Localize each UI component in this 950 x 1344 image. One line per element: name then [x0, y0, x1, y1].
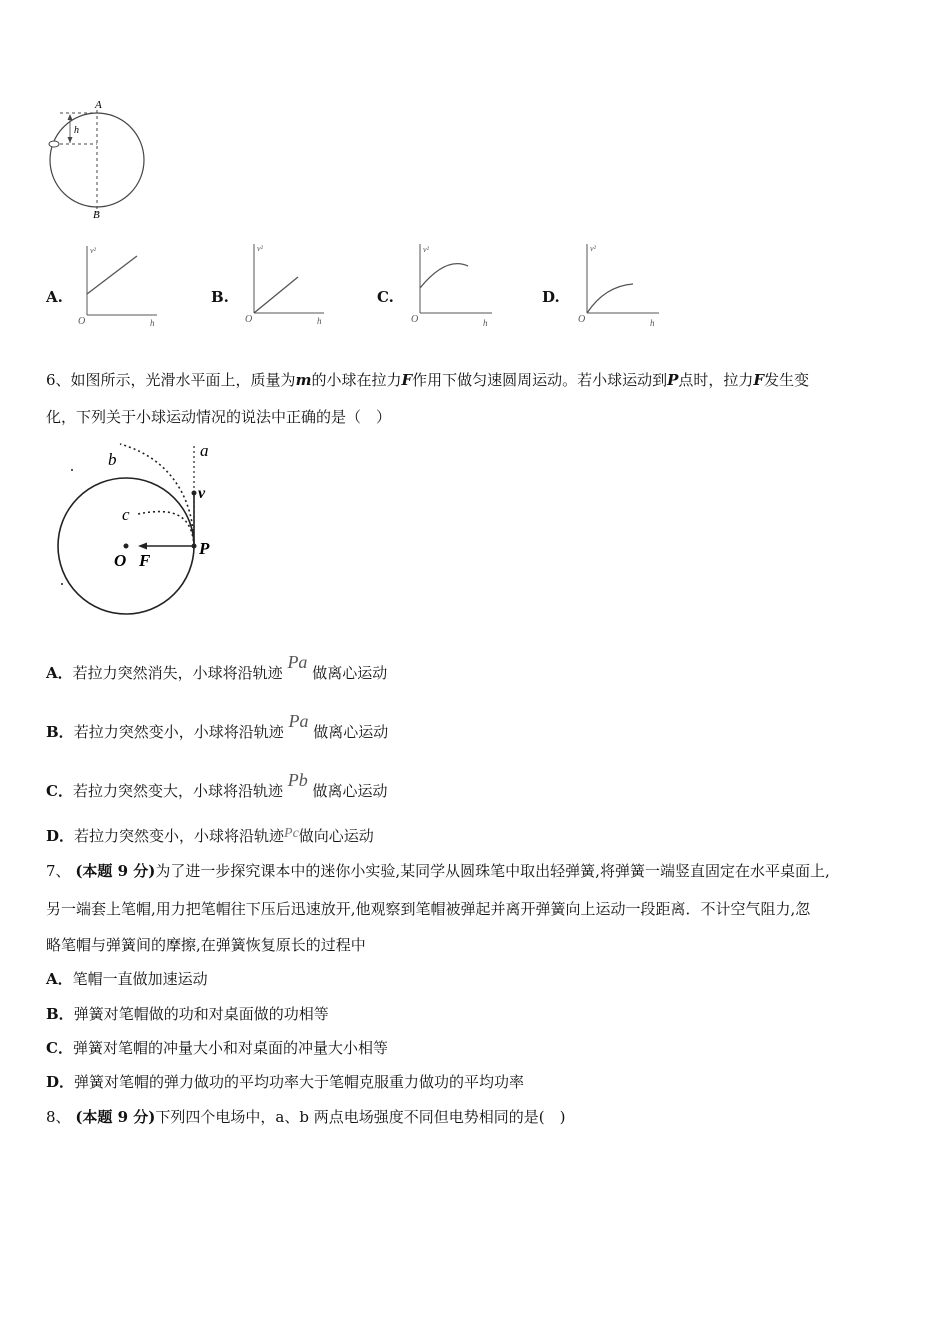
graph-d-y-label: v² — [590, 244, 596, 253]
fig6-label-o: O — [114, 551, 127, 570]
graph-d-x-label: h — [650, 318, 655, 328]
graph-c — [408, 240, 498, 330]
q6-stem-line2: 化，下列关于小球运动情况的说法中正确的是（ ） — [46, 408, 392, 426]
graph-a-x-label: h — [150, 318, 155, 328]
fig6-label-f: F — [139, 551, 151, 570]
q8-stem: 8、 (本题 9 分)下列四个电场中，a、b 两点电场强度不同但电势相同的是( ) — [46, 1108, 566, 1126]
q7-stem-line1: 7、 (本题 9 分)为了进一步探究课本中的迷你小实验,某同学从圆珠笔中取出轻弹簧,将弹簧一端竖直固定在水平桌面上, — [46, 862, 830, 880]
graph-c-x-label: h — [483, 318, 488, 328]
fig5-option-d-label: D. — [542, 288, 560, 306]
q6-option-b[interactable]: B．若拉力突然变小，小球将沿轨迹 Pa 做离心运动 — [46, 711, 389, 741]
graph-c-origin: O — [411, 314, 419, 325]
label-b: B — [93, 209, 100, 221]
graph-d — [575, 240, 665, 330]
q7-option-a[interactable]: A．笔帽一直做加速运动 — [46, 970, 208, 988]
label-h: h — [74, 125, 79, 136]
graph-c-y-label: v² — [423, 245, 429, 254]
q7-option-b[interactable]: B．弹簧对笔帽做的功和对桌面做的功相等 — [46, 1005, 329, 1023]
fig6-label-p: P — [199, 539, 210, 558]
graph-d-origin: O — [578, 314, 586, 325]
graph-b — [242, 240, 332, 330]
q7-stem-line2: 另一端套上笔帽,用力把笔帽往下压后迅速放开,他观察到笔帽被弹起并离开弹簧向上运动一段距离．不计空气阻力,忽 — [46, 900, 811, 918]
fig5-option-b-label: B. — [211, 288, 229, 306]
q7-option-d[interactable]: D．弹簧对笔帽的弹力做功的平均功率大于笔帽克服重力做功的平均功率 — [46, 1073, 525, 1091]
fig5-option-c-label: C. — [377, 288, 394, 306]
circle-height-figure — [40, 95, 160, 225]
graph-a-origin: O — [78, 316, 86, 327]
fig6-label-v: v — [198, 485, 206, 502]
q6-option-d[interactable]: D．若拉力突然变小，小球将沿轨迹Pc做向心运动 — [46, 826, 374, 845]
circular-motion-figure — [50, 438, 240, 618]
graph-b-x-label: h — [317, 316, 322, 326]
label-a: A — [95, 99, 102, 111]
fig6-label-a: a — [200, 441, 209, 460]
q7-option-c[interactable]: C．弹簧对笔帽的冲量大小和对桌面的冲量大小相等 — [46, 1039, 388, 1057]
q6-option-c[interactable]: C．若拉力突然变大，小球将沿轨迹 Pb 做离心运动 — [46, 770, 388, 800]
fig5-option-a-label: A. — [46, 288, 63, 306]
graph-b-y-label: v² — [257, 244, 263, 253]
q6-stem-line1: 6、如图所示，光滑水平面上，质量为m的小球在拉力F作用下做匀速圆周运动。若小球运动到P点时，拉力F发生变 — [46, 371, 810, 389]
q7-stem-line3: 略笔帽与弹簧间的摩擦,在弹簧恢复原长的过程中 — [46, 936, 366, 954]
q6-option-a[interactable]: A．若拉力突然消失，小球将沿轨迹 Pa 做离心运动 — [46, 652, 388, 682]
graph-a-y-label: v² — [90, 246, 96, 255]
graph-a — [75, 240, 165, 330]
graph-b-origin: O — [245, 314, 253, 325]
fig6-label-c: c — [122, 505, 130, 524]
fig6-label-b: b — [108, 450, 117, 469]
